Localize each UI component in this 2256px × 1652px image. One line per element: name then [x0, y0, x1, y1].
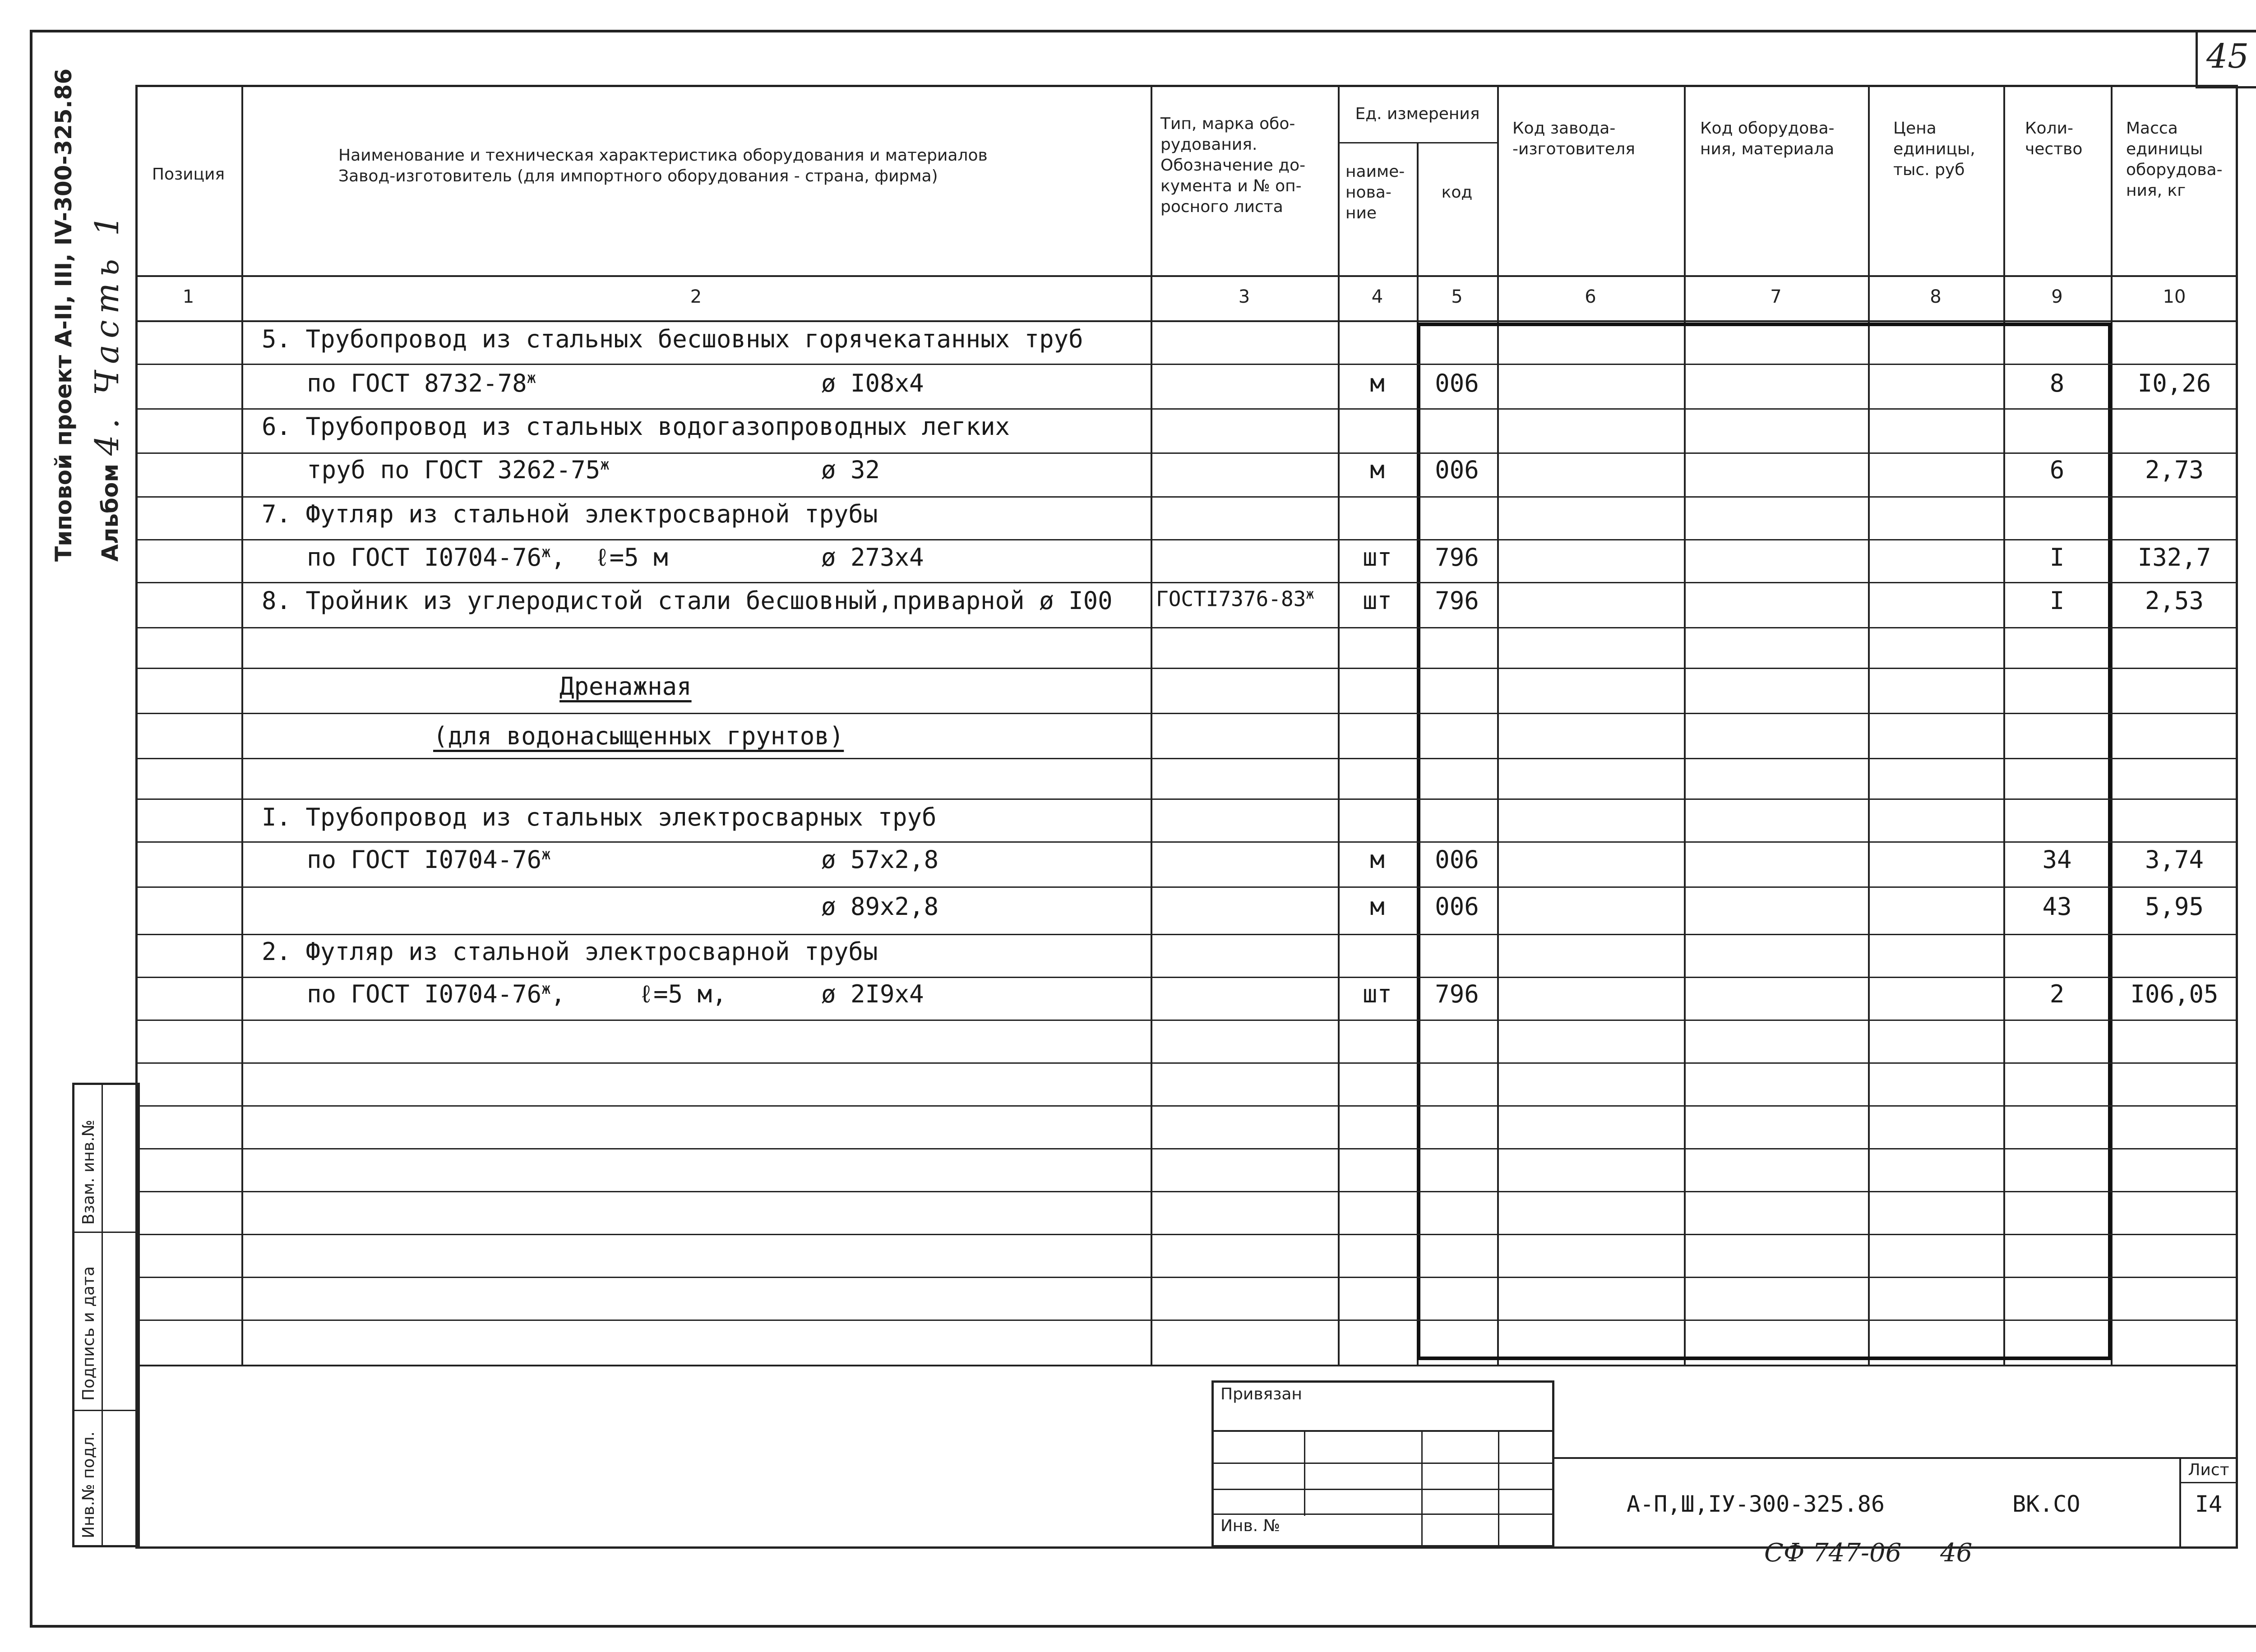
header-unit-name-l2: нова-	[1345, 183, 1392, 202]
header-equip-code-l1: Код оборудова-	[1700, 119, 1835, 138]
row-qty: 43	[2042, 892, 2072, 921]
header-type-l3: Обозначение до-	[1160, 156, 1306, 175]
row-unit: м	[1370, 845, 1385, 874]
col-number: 9	[2051, 286, 2063, 307]
header-name-l2: Завод-изготовитель (для импортного оборудования - страна, фирма)	[338, 167, 938, 185]
sheet-number: I4	[2195, 1491, 2223, 1517]
album-label: Альбом	[97, 463, 123, 562]
row-qty: 2	[2049, 980, 2065, 1008]
row-diameter: ø 2I9x4	[821, 980, 924, 1008]
document-mark: ВК.СО	[2012, 1491, 2080, 1517]
header-unit-name-l1: наиме-	[1345, 162, 1405, 181]
header-mass-l4: ния, кг	[2126, 181, 2186, 200]
header-qty-l2: чество	[2025, 140, 2083, 158]
header-plant-code-l1: Код завода-	[1512, 119, 1616, 138]
row-name: по ГОСТ $I0704-76^ж$, ℓ=5 м,	[307, 980, 727, 1008]
header-price-l1: Цена	[1893, 119, 1937, 138]
row-mass: I32,7	[2137, 543, 2211, 572]
header-plant-code-l2: -изготовителя	[1512, 140, 1635, 158]
col-number: 5	[1451, 286, 1463, 307]
col-number: 8	[1930, 286, 1942, 307]
row-diameter: ø 89x2,8	[821, 892, 939, 921]
header-type-l2: рудования.	[1160, 135, 1257, 154]
row-mass: 2,53	[2145, 586, 2204, 615]
row-qty: 8	[2049, 369, 2065, 397]
stamp-inv-orig: Инв.№ подл.	[79, 1431, 98, 1538]
row-code: 006	[1435, 892, 1479, 921]
col-number: 7	[1770, 286, 1782, 307]
document-code: А-П,Ш,IУ-300-325.86	[1627, 1491, 1885, 1517]
header-unit-code: код	[1441, 183, 1473, 202]
row-name: по ГОСТ $8732-78^ж$	[307, 369, 536, 397]
row-code: 006	[1435, 369, 1479, 397]
row-diameter: ø 57x2,8	[821, 845, 939, 874]
section-title: Дренажная	[559, 672, 692, 701]
project-title: Типовой проект А-II, III, IV-300-325.86	[51, 68, 77, 562]
row-code: 006	[1435, 845, 1479, 874]
header-qty-l1: Коли-	[2025, 119, 2073, 138]
header-price-l3: тыс. руб	[1893, 161, 1965, 179]
row-name: 2. Футляр из стальной электросварной трубы	[262, 937, 878, 966]
header-type-l5: росного листа	[1160, 198, 1283, 216]
header-unit-group: Ед. измерения	[1355, 105, 1480, 123]
row-code: 796	[1435, 543, 1479, 572]
col-number: 3	[1238, 286, 1250, 307]
header-mass-l2: единицы	[2126, 140, 2203, 158]
sheet-label: Лист	[2188, 1461, 2229, 1479]
col-number: 4	[1371, 286, 1383, 307]
col-number: 10	[2163, 286, 2186, 307]
stamp-inv-replace: Взам. инв.№	[79, 1120, 98, 1225]
col-number: 6	[1585, 286, 1596, 307]
col-number: 2	[690, 286, 702, 307]
row-name: по ГОСТ $I0704-76^ж$	[307, 845, 551, 874]
col-number: 1	[182, 286, 194, 307]
binding-label: Привязан	[1220, 1385, 1302, 1403]
corner-number: 45	[2206, 37, 2249, 76]
row-mass: 2,73	[2145, 456, 2204, 484]
row-code: 796	[1435, 586, 1479, 615]
row-unit: шт	[1362, 543, 1392, 572]
row-unit: м	[1370, 456, 1385, 484]
row-name: труб по ГОСТ $3262-75^ж$	[307, 456, 610, 484]
inventory-label: Инв. №	[1220, 1517, 1281, 1535]
row-document: $ГОСТI7376-83^ж$	[1156, 586, 1314, 611]
row-unit: шт	[1362, 586, 1392, 615]
row-unit: м	[1370, 892, 1385, 921]
header-position: Позиция	[152, 165, 225, 184]
row-unit: шт	[1362, 980, 1392, 1008]
row-qty: 34	[2042, 845, 2072, 874]
row-unit: м	[1370, 369, 1385, 397]
row-name: по ГОСТ $I0704-76^ж$, ℓ=5 м	[307, 543, 668, 572]
row-diameter: ø 273x4	[821, 543, 924, 572]
row-qty: I	[2049, 543, 2065, 572]
header-mass-l3: оборудова-	[2126, 161, 2223, 179]
row-name: I. Трубопровод из стальных электросварных труб	[262, 803, 937, 831]
stamp-sign-date: Подпись и дата	[79, 1266, 98, 1401]
row-mass: I0,26	[2137, 369, 2211, 397]
row-diameter: ø I08x4	[821, 369, 924, 397]
row-name: 8. Тройник из углеродистой стали бесшовный,приварной ø I00	[262, 586, 1113, 615]
row-qty: 6	[2049, 456, 2065, 484]
header-mass-l1: Масса	[2126, 119, 2178, 138]
row-diameter: ø 32	[821, 456, 880, 484]
row-mass: 5,95	[2145, 892, 2204, 921]
footer-reference: СФ 747-06	[1764, 1538, 1902, 1568]
section-subtitle: (для водонасыщенных грунтов)	[433, 722, 844, 750]
header-price-l2: единицы,	[1893, 140, 1975, 158]
row-name: 5. Трубопровод из стальных бесшовных горячекатанных труб	[262, 325, 1083, 353]
header-unit-name-l3: ние	[1345, 204, 1377, 222]
row-qty: I	[2049, 586, 2065, 615]
header-type-l1: Тип, марка обо-	[1160, 115, 1295, 133]
row-code: 006	[1435, 456, 1479, 484]
header-name-l1: Наименование и техническая характеристика оборудования и материалов	[338, 146, 988, 165]
row-mass: I06,05	[2130, 980, 2219, 1008]
album-handwritten: 4. Часть 1	[88, 209, 126, 456]
header-equip-code-l2: ния, материала	[1700, 140, 1835, 158]
row-code: 796	[1435, 980, 1479, 1008]
footer-page: 46	[1940, 1538, 1973, 1568]
header-type-l4: кумента и № оп-	[1160, 177, 1302, 195]
row-name: 6. Трубопровод из стальных водогазопроводных легких	[262, 412, 1010, 441]
row-mass: 3,74	[2145, 845, 2204, 874]
row-name: 7. Футляр из стальной электросварной трубы	[262, 500, 878, 528]
